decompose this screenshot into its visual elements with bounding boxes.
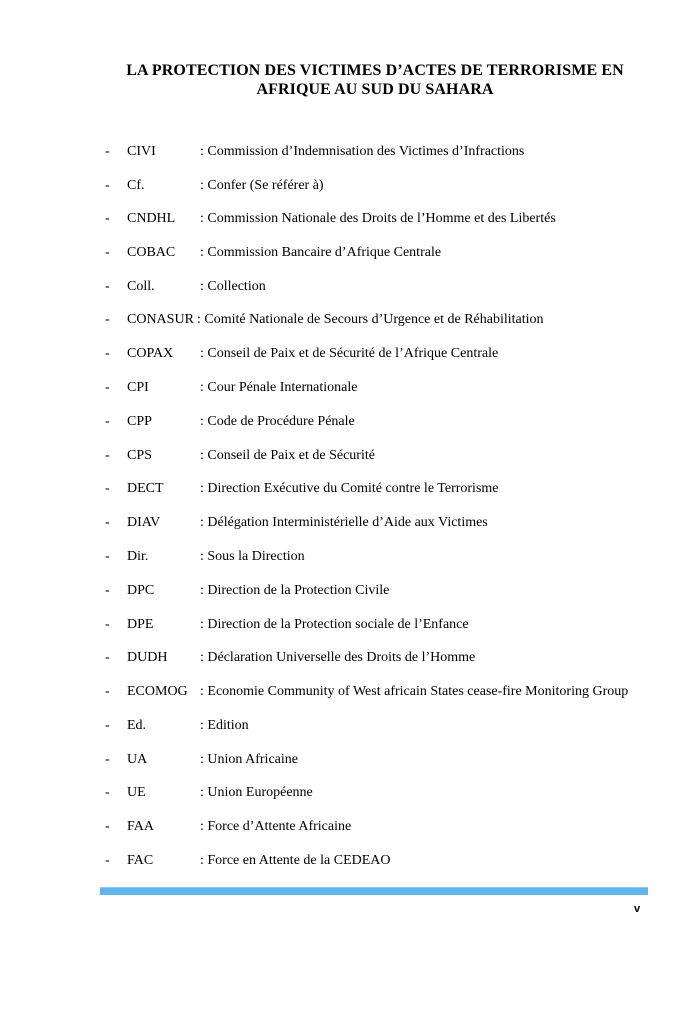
abbreviation: Cf. — [127, 178, 145, 193]
footer-divider-bar — [100, 887, 648, 895]
abbreviation-definition: : Déclaration Universelle des Droits de l’Homme — [200, 650, 476, 665]
abbreviation-definition: : Collection — [200, 279, 266, 294]
abbreviation-definition: : Cour Pénale Internationale — [200, 380, 358, 395]
page-number: v — [634, 903, 641, 915]
abbreviation: DIAV — [127, 515, 161, 530]
abbreviation: CONASUR — [127, 312, 194, 327]
abbreviation-definition: : Union Africaine — [200, 752, 298, 767]
abbreviation-definition: : Comité Nationale de Secours d’Urgence et de Réhabilitation — [197, 312, 544, 327]
list-item — [0, 310, 700, 330]
list-dash: - — [105, 380, 110, 395]
list-dash: - — [105, 617, 110, 632]
list-dash: - — [105, 853, 110, 868]
list-dash: - — [105, 752, 110, 767]
abbreviation: DPC — [127, 583, 155, 598]
abbreviation-definition: : Code de Procédure Pénale — [200, 414, 355, 429]
list-item — [0, 513, 700, 533]
list-item — [0, 750, 700, 770]
abbreviation: CPP — [127, 414, 152, 429]
page-title-line-2: AFRIQUE AU SUD DU SAHARA — [256, 81, 494, 98]
abbreviation-definition: : Edition — [200, 718, 249, 733]
abbreviation-definition: : Economie Community of West africain States cease-fire Monitoring Group — [200, 684, 629, 699]
list-dash: - — [105, 346, 110, 361]
page-title — [100, 61, 650, 99]
page-title-line-1: LA PROTECTION DES VICTIMES D’ACTES DE TERRORISME EN — [126, 62, 624, 79]
list-item — [0, 615, 700, 635]
list-item — [0, 581, 700, 601]
abbreviation: ECOMOG — [127, 684, 188, 699]
abbreviation-definition: : Direction de la Protection sociale de l’Enfance — [200, 617, 469, 632]
list-item — [0, 412, 700, 432]
abbreviation: Dir. — [127, 549, 149, 564]
list-item — [0, 446, 700, 466]
abbreviation-definition: : Direction de la Protection Civile — [200, 583, 390, 598]
abbreviation-definition: : Commission Bancaire d’Afrique Centrale — [200, 245, 442, 260]
list-dash: - — [105, 414, 110, 429]
list-dash: - — [105, 549, 110, 564]
list-dash: - — [105, 279, 110, 294]
abbreviation-definition: : Force en Attente de la CEDEAO — [200, 853, 391, 868]
list-item — [0, 344, 700, 364]
list-dash: - — [105, 785, 110, 800]
abbreviation: Ed. — [127, 718, 147, 733]
list-dash: - — [105, 684, 110, 699]
list-item — [0, 277, 700, 297]
abbreviation-definition: : Force d’Attente Africaine — [200, 819, 352, 834]
list-item — [0, 479, 700, 499]
list-dash: - — [105, 178, 110, 193]
list-item — [0, 716, 700, 736]
abbreviation: Coll. — [127, 279, 155, 294]
list-dash: - — [105, 515, 110, 530]
list-item — [0, 209, 700, 229]
abbreviation-definition: : Commission d’Indemnisation des Victimes d’Infractions — [200, 144, 525, 159]
list-item — [0, 783, 700, 803]
list-item — [0, 378, 700, 398]
list-dash: - — [105, 481, 110, 496]
list-dash: - — [105, 312, 110, 327]
list-dash: - — [105, 448, 110, 463]
list-dash: - — [105, 144, 110, 159]
abbreviation-definition: : Commission Nationale des Droits de l’Homme et des Libertés — [200, 211, 556, 226]
abbreviation: DUDH — [127, 650, 168, 665]
abbreviation-definition: : Direction Exécutive du Comité contre le Terrorisme — [200, 481, 499, 496]
list-item — [0, 243, 700, 263]
abbreviation-definition: : Sous la Direction — [200, 549, 305, 564]
abbreviation-definition: : Conseil de Paix et de Sécurité — [200, 448, 375, 463]
abbreviation-definition: : Délégation Interministérielle d’Aide aux Victimes — [200, 515, 488, 530]
list-item — [0, 851, 700, 871]
abbreviation: CPI — [127, 380, 149, 395]
list-dash: - — [105, 650, 110, 665]
list-item — [0, 142, 700, 162]
abbreviation: UE — [127, 785, 146, 800]
list-item — [0, 547, 700, 567]
abbreviation: FAA — [127, 819, 154, 834]
abbreviation: FAC — [127, 853, 154, 868]
list-dash: - — [105, 718, 110, 733]
abbreviation: UA — [127, 752, 148, 767]
list-item — [0, 176, 700, 196]
abbreviation: CIVI — [127, 144, 156, 159]
list-item — [0, 648, 700, 668]
abbreviation: DECT — [127, 481, 164, 496]
abbreviation: DPE — [127, 617, 154, 632]
list-item — [0, 817, 700, 837]
abbreviation-definition: : Conseil de Paix et de Sécurité de l’Afrique Centrale — [200, 346, 499, 361]
list-dash: - — [105, 211, 110, 226]
abbreviation-definition: : Union Européenne — [200, 785, 313, 800]
list-item — [0, 682, 700, 702]
list-dash: - — [105, 819, 110, 834]
abbreviation: COBAC — [127, 245, 176, 260]
list-dash: - — [105, 583, 110, 598]
abbreviation: CNDHL — [127, 211, 176, 226]
abbreviation: CPS — [127, 448, 152, 463]
list-dash: - — [105, 245, 110, 260]
abbreviation: COPAX — [127, 346, 174, 361]
abbreviation-definition: : Confer (Se référer à) — [200, 178, 324, 193]
